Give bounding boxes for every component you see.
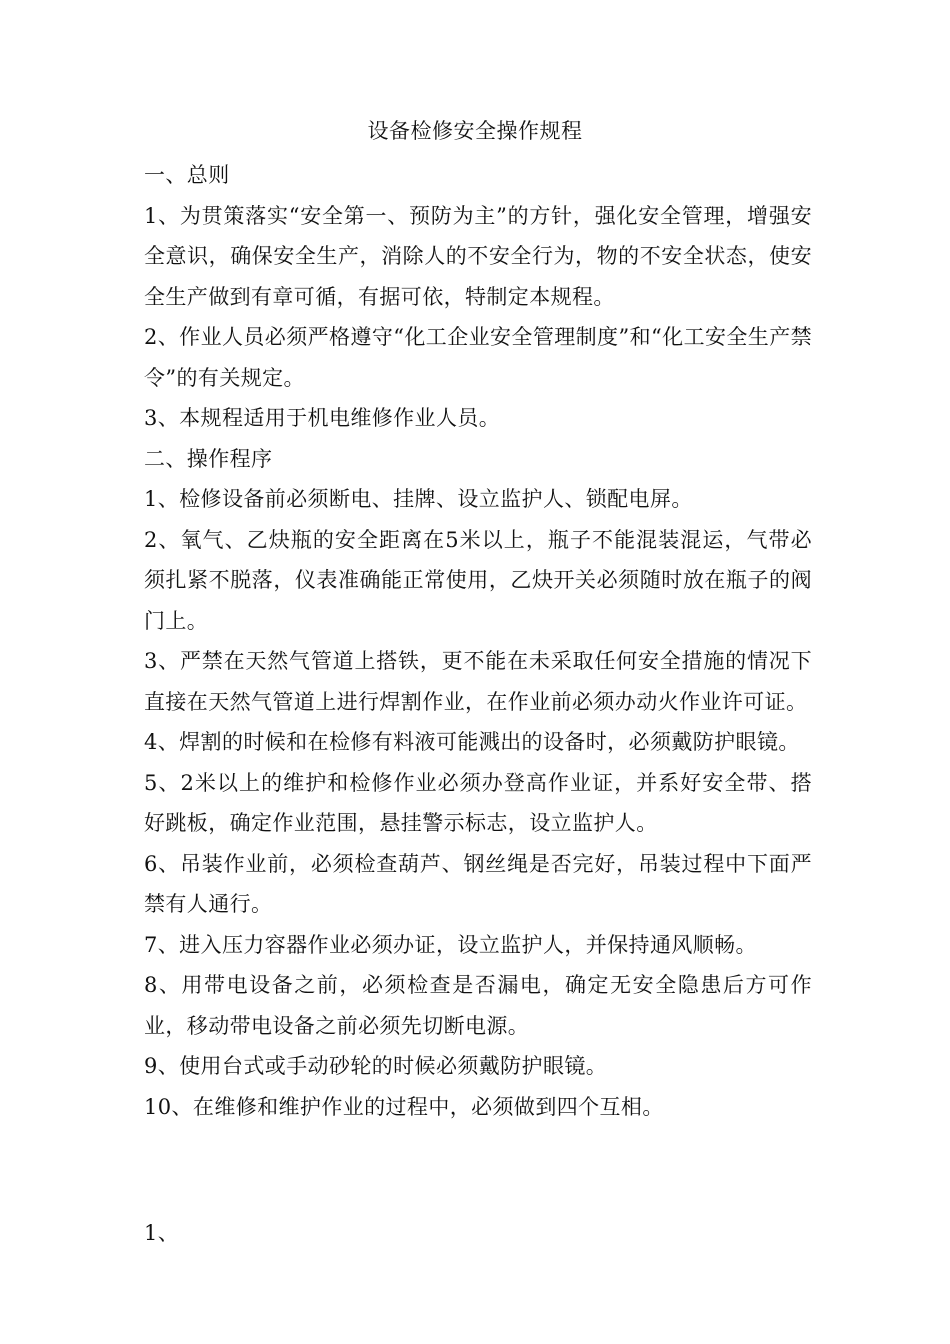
procedure-item-8: 8、用带电设备之前，必须检查是否漏电，确定无安全隐患后方可作业，移动带电设备之前必须先切断电源。: [144, 973, 812, 1038]
section-heading-general: 一、总则: [144, 163, 230, 187]
procedure-item-4: 4、焊割的时候和在检修有料液可能溅出的设备时，必须戴防护眼镜。: [144, 730, 800, 754]
procedure-item-10: 10、在维修和维护作业的过程中，必须做到四个互相。: [144, 1094, 664, 1119]
procedure-item-1: 1、检修设备前必须断电、挂牌、设立监护人、锁配电屏。: [144, 487, 693, 511]
document-body: [144, 155, 812, 1254]
general-item-1: 1、为贯策落实“安全第一、预防为主”的方针，强化安全管理，增强安全意识，确保安全生产，消除人的不安全行为，物的不安全状态，使安全生产做到有章可循，有据可依，特制定本规程。: [144, 203, 812, 309]
procedure-item-3: 3、严禁在天然气管道上搭铁，更不能在未采取任何安全措施的情况下直接在天然气管道上进行焊割作业，在作业前必须办动火作业许可证。: [144, 649, 812, 714]
procedure-item-7: 7、进入压力容器作业必须办证，设立监护人，并保持通风顺畅。: [144, 932, 757, 957]
general-item-3: 3、本规程适用于机电维修作业人员。: [144, 406, 501, 430]
procedure-item-5: 5、2米以上的维护和检修作业必须办登高作业证，并系好安全带、搭好跳板，确定作业范围，悬挂警示标志，设立监护人。: [144, 770, 812, 835]
procedure-item-9: 9、使用台式或手动砂轮的时候必须戴防护眼镜。: [144, 1054, 608, 1078]
sub-item-1: 1、: [144, 1221, 180, 1245]
document-title: 设备检修安全操作规程: [367, 119, 583, 143]
paragraph-spacer: [144, 1127, 812, 1213]
procedure-item-6: 6、吊装作业前，必须检查葫芦、钢丝绳是否完好，吊装过程中下面严禁有人通行。: [144, 851, 812, 916]
section-heading-procedure: 二、操作程序: [144, 446, 273, 471]
procedure-item-2: 2、氧气、乙炔瓶的安全距离在5米以上，瓶子不能混装混运，气带必须扎紧不脱落，仪表准确能正常使用，乙炔开关必须随时放在瓶子的阀门上。: [144, 527, 812, 633]
general-item-2: 2、作业人员必须严格遵守“化工企业安全管理制度”和“化工安全生产禁令”的有关规定。: [144, 325, 812, 390]
